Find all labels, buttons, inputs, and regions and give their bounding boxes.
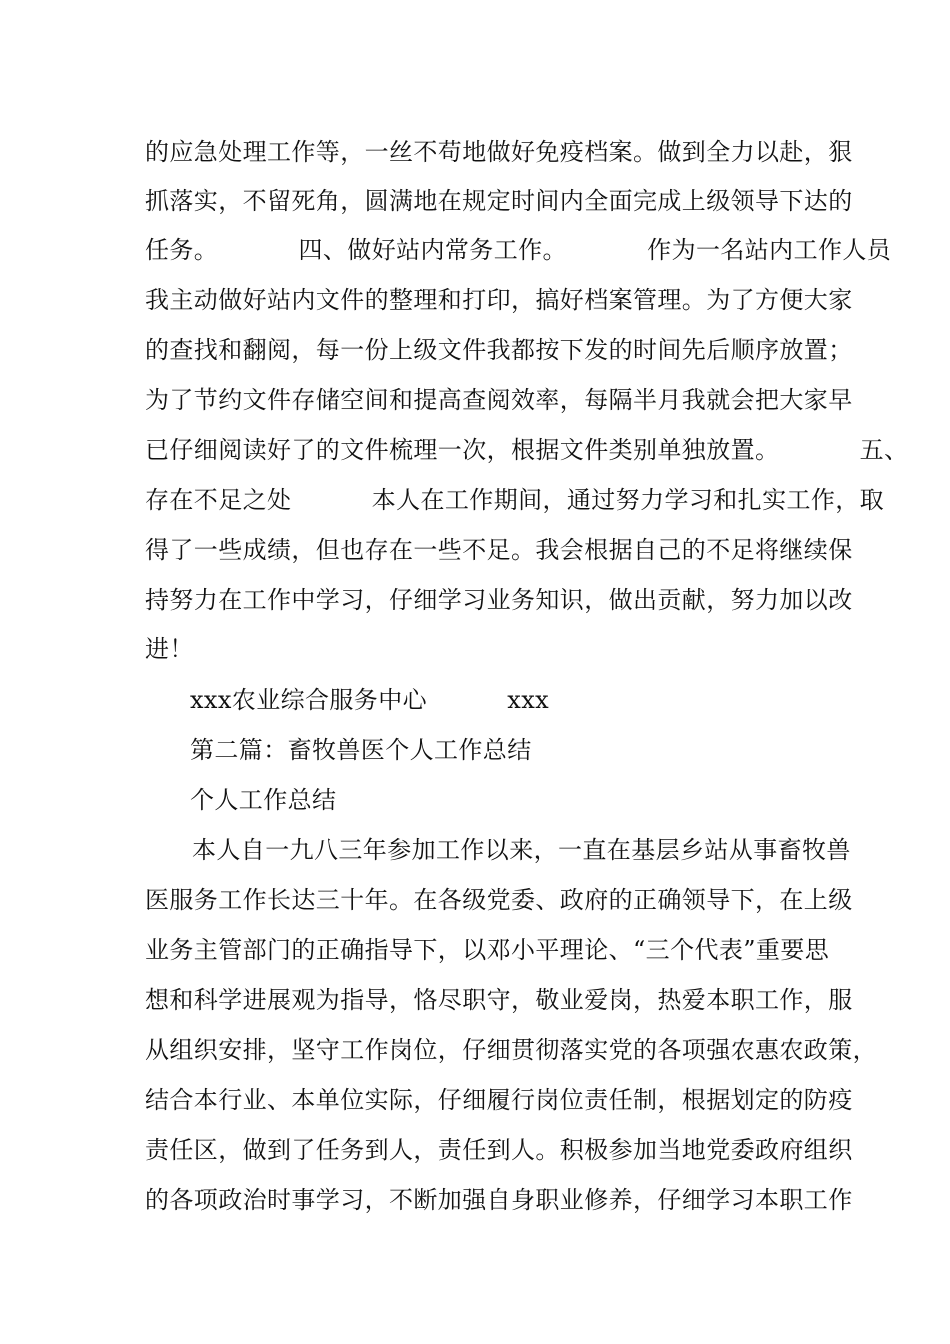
body-line: 任务。 四、做好站内常务工作。 作为一名站内工作人员 (145, 236, 892, 264)
body-line: 得了一些成绩，但也存在一些不足。我会根据自己的不足将继续保 (145, 536, 853, 564)
body-line: 已仔细阅读好了的文件梳理一次，根据文件类别单独放置。 五、 (145, 436, 909, 464)
body-line: 本人自一九八三年参加工作以来，一直在基层乡站从事畜牧兽 (192, 836, 851, 864)
body-line: 的查找和翻阅，每一份上级文件我都按下发的时间先后顺序放置； (145, 336, 853, 364)
body-line: 想和科学进展观为指导，恪尽职守，敬业爱岗，热爱本职工作，服 (145, 986, 853, 1014)
body-line: 为了节约文件存储空间和提高查阅效率，每隔半月我就会把大家早 (145, 386, 853, 414)
signature: xxx农业综合服务中心 xxx (190, 686, 550, 714)
body-line: 我主动做好站内文件的整理和打印，搞好档案管理。为了方便大家 (145, 286, 853, 314)
body-line: 业务主管部门的正确指导下，以邓小平理论、“三个代表”重要思 (145, 936, 830, 964)
body-line: 结合本行业、本单位实际，仔细履行岗位责任制，根据划定的防疫 (145, 1086, 853, 1114)
body-line: 存在不足之处 本人在工作期间，通过努力学习和扎实工作，取 (145, 486, 885, 514)
body-line: 医服务工作长达三十年。在各级党委、政府的正确领导下，在上级 (145, 886, 853, 914)
body-line: 进！ (145, 635, 194, 663)
body-line: 的各项政治时事学习，不断加强自身职业修养，仔细学习本职工作 (145, 1186, 853, 1214)
body-line: 持努力在工作中学习，仔细学习业务知识，做出贡献，努力加以改 (145, 586, 853, 614)
body-line: 责任区，做到了任务到人，责任到人。积极参加当地党委政府组织 (145, 1136, 853, 1164)
body-line: 的应急处理工作等，一丝不苟地做好免疫档案。做到全力以赴，狠 (145, 138, 853, 166)
subtitle: 个人工作总结 (190, 786, 337, 814)
body-line: 抓落实，不留死角，圆满地在规定时间内全面完成上级领导下达的 (145, 187, 853, 215)
section-title: 第二篇：畜牧兽医个人工作总结 (190, 736, 532, 764)
body-line: 从组织安排，坚守工作岗位，仔细贯彻落实党的各项强农惠农政策， (145, 1036, 877, 1064)
